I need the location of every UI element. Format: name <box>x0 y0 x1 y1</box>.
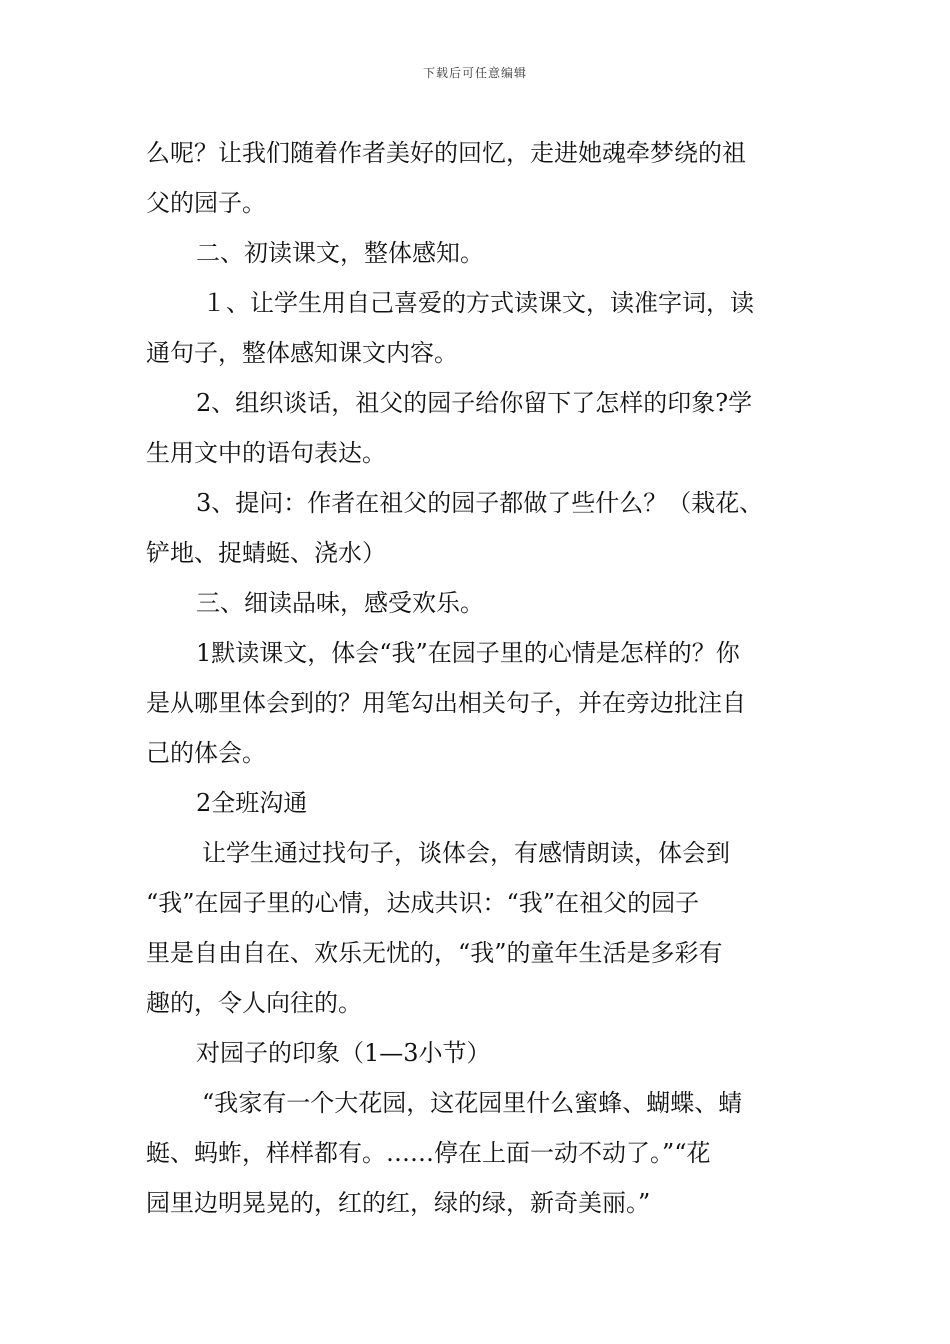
text-line: 3、提问：作者在祖父的园子都做了些什么？（栽花、 <box>196 489 764 517</box>
text-line: “我家有一个大花园，这花园里什么蜜蜂、蝴蝶、蜻 <box>202 1089 743 1117</box>
text-line: 么呢？让我们随着作者美好的回忆，走进她魂牵梦绕的祖 <box>146 139 746 167</box>
text-line: 让学生通过找句子，谈体会，有感情朗读，体会到 <box>202 839 730 867</box>
text-line: 趣的，令人向往的。 <box>146 989 362 1017</box>
section-heading <box>146 228 810 278</box>
text-line: １、让学生用自己喜爱的方式读课文，读准字词，读 <box>202 289 754 317</box>
text-line: 对园子的印象（1—3小节） <box>196 1039 491 1067</box>
paragraph <box>146 828 810 1028</box>
text-line: 二、初读课文，整体感知。 <box>196 239 484 267</box>
text-line: 铲地、捉蜻蜓、浇水） <box>146 539 386 567</box>
text-line: 己的体会。 <box>146 739 266 767</box>
text-line: 三、细读品味，感受欢乐。 <box>196 589 484 617</box>
paragraph <box>146 478 810 578</box>
text-line: “我”在园子里的心情，达成共识：“我”在祖父的园子 <box>146 889 700 917</box>
quote-paragraph <box>146 1078 810 1228</box>
paragraph <box>146 378 810 478</box>
section-heading <box>146 578 810 628</box>
text-line: 父的园子。 <box>146 189 266 217</box>
paragraph <box>146 1028 810 1078</box>
text-line: 1默读课文，体会“我”在园子里的心情是怎样的？你 <box>196 639 740 667</box>
text-line: 通句子，整体感知课文内容。 <box>146 339 458 367</box>
paragraph <box>146 628 810 778</box>
page-header: 下载后可任意编辑 <box>422 66 527 80</box>
paragraph <box>146 278 810 378</box>
document-body <box>146 128 810 1228</box>
text-line: 是从哪里体会到的？用笔勾出相关句子，并在旁边批注自 <box>146 689 746 717</box>
text-line: 蜓、蚂蚱，样样都有。……停在上面一动不动了。”“花 <box>146 1139 711 1167</box>
text-line: 生用文中的语句表达。 <box>146 439 386 467</box>
text-line: 2、组织谈话，祖父的园子给你留下了怎样的印象?学 <box>196 389 753 417</box>
text-line: 里是自由自在、欢乐无忧的，“我”的童年生活是多彩有 <box>146 939 723 967</box>
text-line: 园里边明晃晃的，红的红，绿的绿，新奇美丽。” <box>146 1189 651 1217</box>
paragraph <box>146 128 810 228</box>
text-line: 2全班沟通 <box>196 789 308 817</box>
paragraph <box>146 778 810 828</box>
